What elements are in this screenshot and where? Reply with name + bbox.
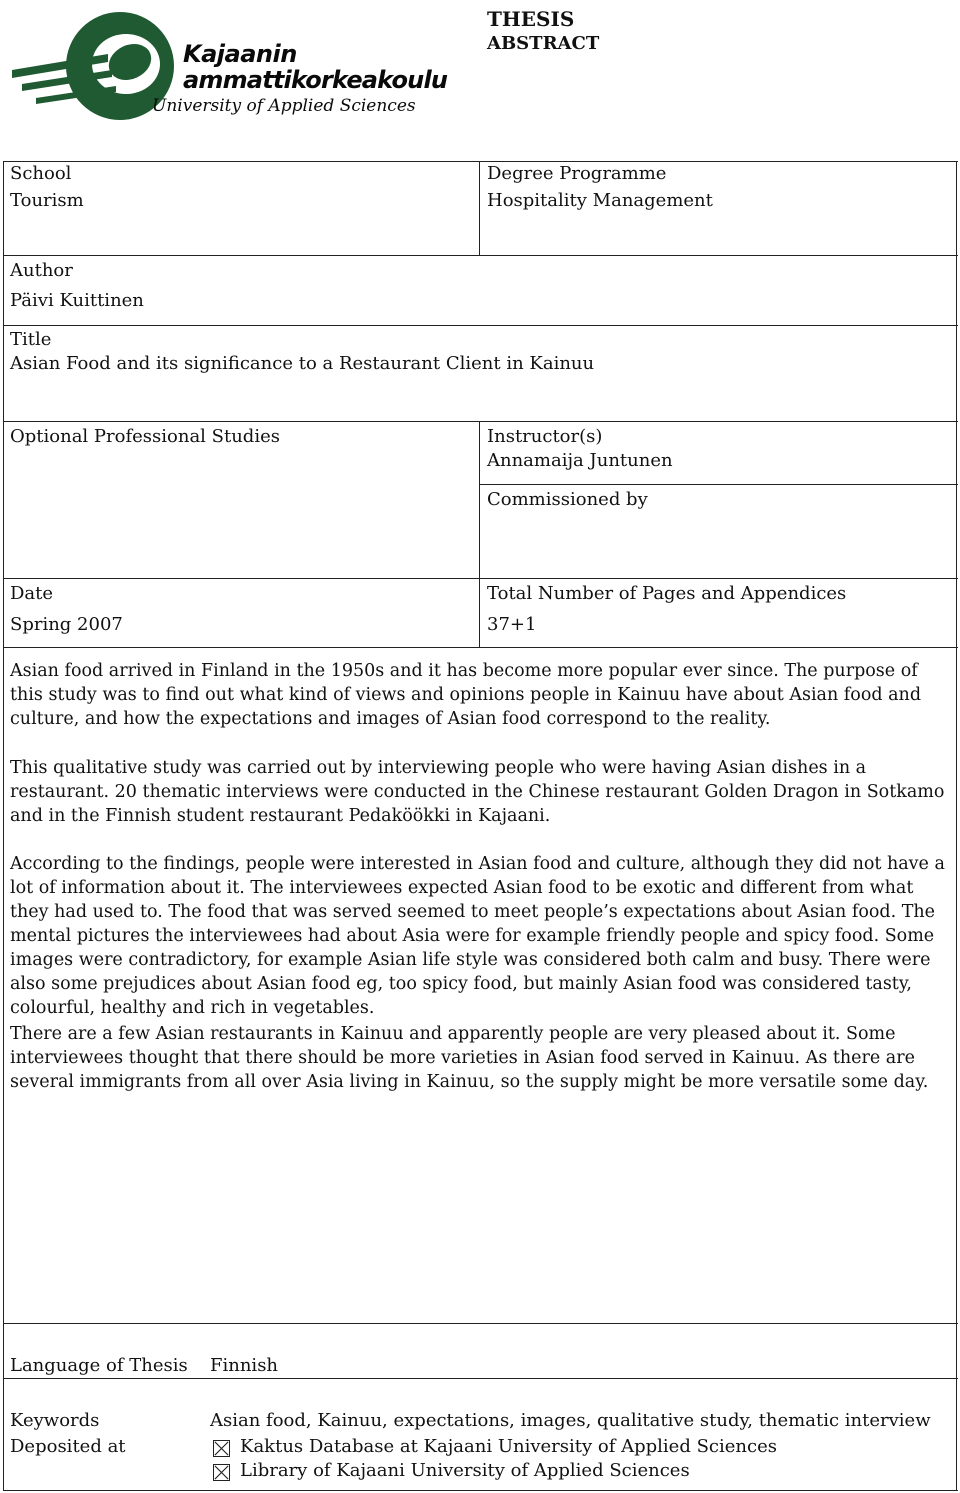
date-label: Date [10, 583, 54, 604]
pages-value: 37+1 [487, 614, 537, 635]
title-label: Title [10, 329, 52, 350]
logo-text-kajaanin: Kajaanin [183, 40, 297, 68]
table-border-right [956, 161, 957, 1491]
column-divider-2 [479, 421, 480, 648]
row-divider-instructor [479, 484, 958, 485]
row-divider-3 [3, 421, 958, 422]
keywords-value: Asian food, Kainuu, expectations, images, qualitative study, thematic interview [210, 1410, 931, 1431]
table-border-top [3, 161, 958, 162]
author-label: Author [10, 260, 73, 281]
row-divider-2 [3, 325, 958, 326]
optional-studies-label: Optional Professional Studies [10, 426, 280, 447]
pages-label: Total Number of Pages and Appendices [487, 583, 847, 604]
university-logo [8, 4, 448, 122]
checkbox-crossed-icon[interactable] [213, 1464, 230, 1481]
deposited-option-library: Library of Kajaani University of Applied Sciences [240, 1460, 690, 1481]
keywords-label: Keywords [10, 1410, 100, 1431]
table-border-left [3, 161, 4, 1491]
title-value: Asian Food and its significance to a Restaurant Client in Kainuu [10, 353, 595, 374]
column-divider-1 [479, 161, 480, 256]
school-value: Tourism [10, 190, 84, 211]
logo-text-university: University of Applied Sciences [152, 96, 416, 116]
degree-value: Hospitality Management [487, 190, 713, 211]
date-value: Spring 2007 [10, 614, 123, 635]
row-divider-1 [3, 255, 958, 256]
language-label: Language of Thesis [10, 1355, 188, 1376]
table-border-bottom [3, 1490, 958, 1491]
author-value: Päivi Kuittinen [10, 290, 144, 311]
document-subtitle: ABSTRACT [487, 33, 600, 54]
abstract-paragraph-3: According to the findings, people were interested in Asian food and culture, although they did not have a lot of information about it. The interviewees expected Asian food to be exotic and different from what they had used to. The food that was served seemed to meet people’s expectations about Asian food. The mental pictures the interviewees had about Asia were for example friendly people and spicy food. Some images were contradictory, for example Asian life style was considered both calm and busy. There were also some prejudices about Asian food eg, too spicy food, but mainly Asian food was considered tasty, colourful, healthy and rich in vegetables. [10, 854, 945, 1018]
row-divider-5 [3, 647, 958, 648]
abstract-paragraph-1: Asian food arrived in Finland in the 1950s and it has become more popular ever since. The purpose of this study was to find out what kind of views and opinions people in Kainuu have about Asian food and culture, and how the expectations and images of Asian food correspond to the reality. [10, 661, 922, 729]
deposited-option-kaktus: Kaktus Database at Kajaani University of Applied Sciences [240, 1436, 777, 1457]
school-label: School [10, 163, 72, 184]
degree-label: Degree Programme [487, 163, 667, 184]
deposited-label: Deposited at [10, 1436, 126, 1457]
abstract-paragraph-2: This qualitative study was carried out by interviewing people who were having Asian dishes in a restaurant. 20 thematic interviews were conducted in the Chinese restaurant Golden Dragon in Sotkamo and in the Finnish student restaurant Pedaköökki in Kajaani. [10, 758, 945, 826]
checkbox-crossed-icon[interactable] [213, 1440, 230, 1457]
document-title: THESIS [487, 7, 575, 31]
row-divider-7 [3, 1378, 958, 1379]
row-divider-6 [3, 1323, 958, 1324]
instructor-value: Annamaija Juntunen [487, 450, 673, 471]
instructor-label: Instructor(s) [487, 426, 603, 447]
row-divider-4 [3, 578, 958, 579]
logo-text-ammattikorkeakoulu: ammattikorkeakoulu [183, 66, 448, 94]
commissioned-label: Commissioned by [487, 489, 648, 510]
abstract-paragraph-4: There are a few Asian restaurants in Kainuu and apparently people are very pleased about it. Some interviewees thought that there should be more varieties in Asian food served in Kainuu. As there are several immigrants from all over Asia living in Kainuu, so the supply might be more versatile some day. [10, 1024, 929, 1092]
language-value: Finnish [210, 1355, 279, 1376]
